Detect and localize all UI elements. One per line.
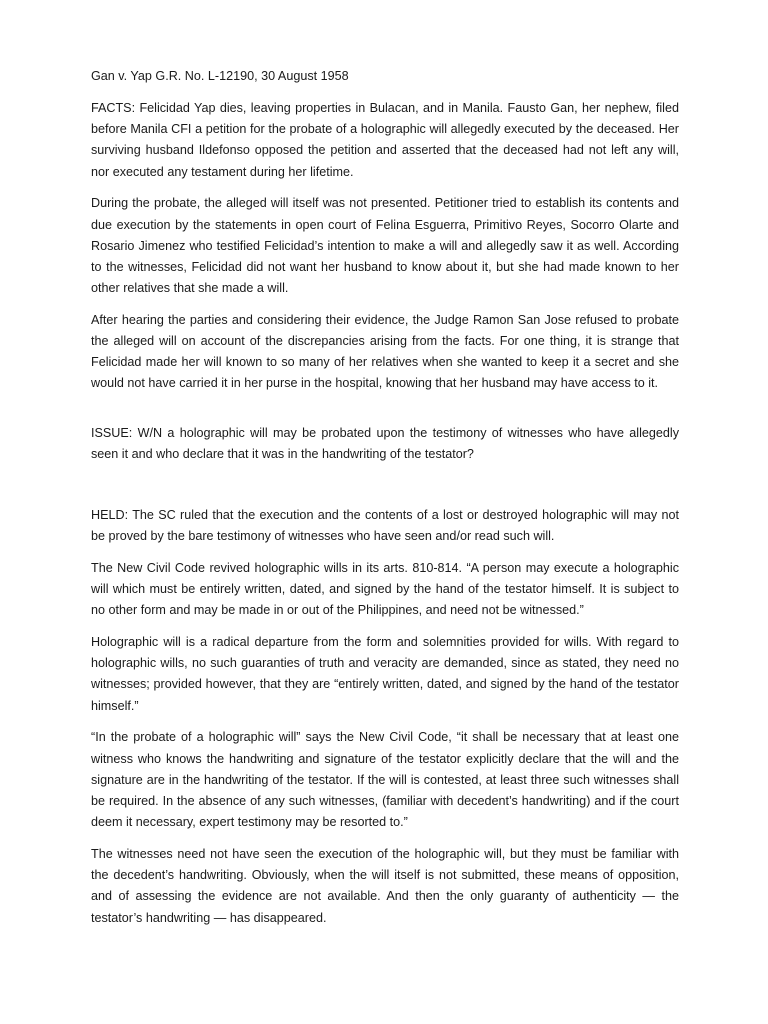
- holographic-will-paragraph: Holographic will is a radical departure from the form and solemnities provided for wills. With regard to holographic wills, no such guaranties of truth and veracity are demanded, since as stated, they need no witnesses; provided however, that they are “entirely written, dated, and signed by the hand of the testator himself.”: [91, 635, 679, 713]
- probate-paragraph: During the probate, the alleged will itself was not presented. Petitioner tried to establish its contents and due execution by the statements in open court of Felina Esguerra, Primitivo Reyes, Socorro Olarte and Rosario Jimenez who testified Felicidad’s intention to make a will and allegedly saw it as well. According to the witnesses, Felicidad did not want her husband to know about it, but she had made known to her other relatives that she made a will.: [91, 196, 679, 296]
- judge-ruling-paragraph: After hearing the parties and considering their evidence, the Judge Ramon San Jose refused to probate the alleged will on account of the discrepancies arising from the facts. For one thing, it is strange that Felicidad made her will known to so many of her relatives when she wanted to keep it a secret and she would not have carried it in her purse in the hospital, knowing that her husband may have access to it.: [91, 312, 679, 391]
- civil-code-paragraph: The New Civil Code revived holographic wills in its arts. 810-814. “A person may execute a holographic will which must be entirely written, dated, and signed by the hand of the testator himself. It is subject to no other form and may be made in or out of the Philippines, and need not be witnessed.”: [91, 560, 679, 618]
- issue-paragraph: ISSUE: W/N a holographic will may be probated upon the testimony of witnesses who have allegedly seen it and who declare that it was in the handwriting of the testator?: [91, 425, 679, 461]
- facts-paragraph: FACTS: Felicidad Yap dies, leaving properties in Bulacan, and in Manila. Fausto Gan, her nephew, filed before Manila CFI a petition for the probate of a holographic will allegedly executed by the deceased. Her surviving husband Ildefonso opposed the petition and asserted that the deceased had not left any will, nor executed any testament during her lifetime.: [91, 101, 679, 179]
- witnesses-paragraph: The witnesses need not have seen the execution of the holographic will, but they must be familiar with the decedent’s handwriting. Obviously, when the will itself is not submitted, these means of opposition, and of assessing the evidence are not available. And then the only guaranty of authenticity — the testator’s handwriting — has disappeared.: [91, 846, 679, 925]
- held-paragraph: HELD: The SC ruled that the execution and the contents of a lost or destroyed holographic will may not be proved by the bare testimony of witnesses who have seen and/or read such will.: [91, 508, 679, 544]
- probate-quote-paragraph: “In the probate of a holographic will” says the New Civil Code, “it shall be necessary that at least one witness who knows the handwriting and signature of the testator explicitly declare that the will and the signature are in the handwriting of the testator. If the will is contested, at least three such witnesses shall be required. In the absence of any such witnesses, (familiar with decedent’s handwriting) and if the court deem it necessary, expert testimony may be resorted to.”: [91, 730, 679, 830]
- case-title: Gan v. Yap G.R. No. L-12190, 30 August 1958: [91, 69, 349, 83]
